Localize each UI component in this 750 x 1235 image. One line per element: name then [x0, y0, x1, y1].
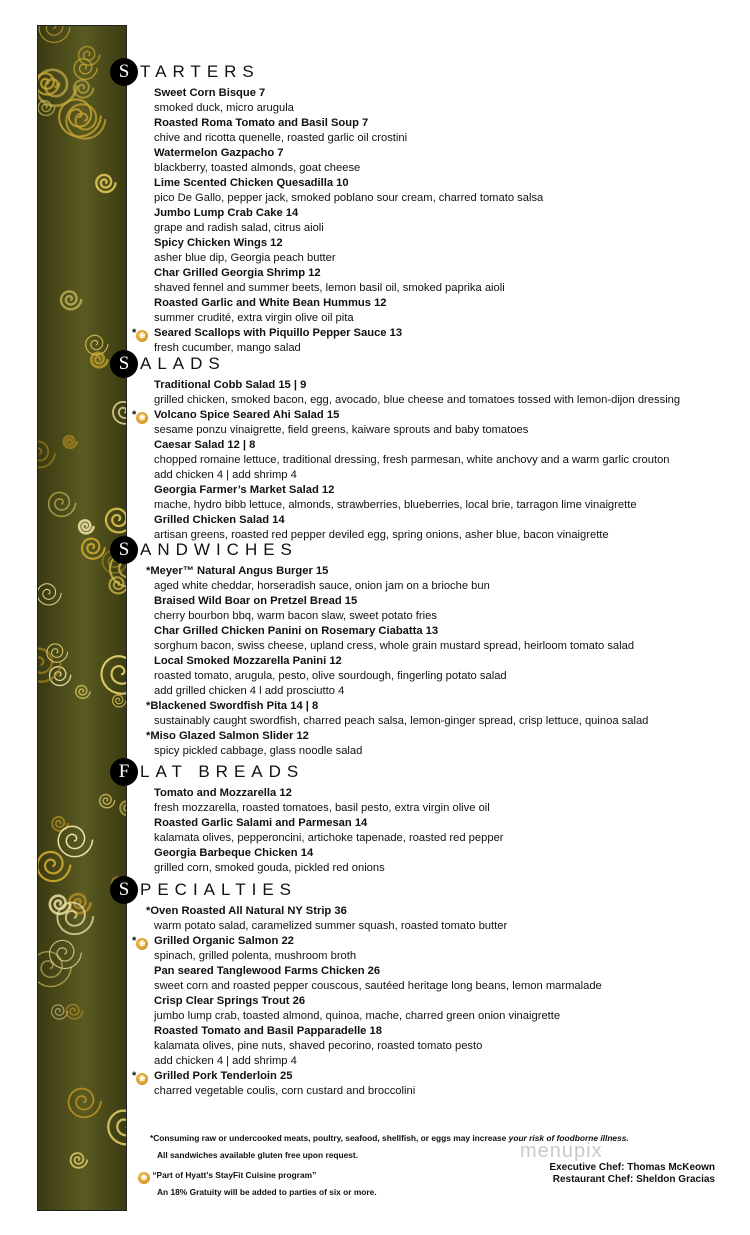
item-description: grape and radish salad, citrus aioli: [154, 222, 324, 234]
menu-item: [154, 116, 730, 146]
stayfit-marker: [132, 934, 148, 950]
menu-item: [146, 564, 730, 594]
menu-item: [154, 654, 730, 699]
item-description: warm potato salad, caramelized summer squash, roasted tomato butter: [154, 920, 508, 932]
menu-item: [154, 786, 730, 816]
section-initial: F: [110, 758, 138, 786]
item-name: Crisp Clear Springs Trout 26: [154, 995, 306, 1007]
item-addons: add grilled chicken 4 l add prosciutto 4: [154, 685, 345, 697]
menu-item: [154, 266, 730, 296]
item-description: asher blue dip, Georgia peach butter: [154, 252, 336, 264]
menu-item: [154, 438, 730, 483]
menu-item: [154, 816, 730, 846]
item-name: *Blackened Swordfish Pita 14 | 8: [146, 700, 319, 712]
menu-item: [154, 964, 730, 994]
stayfit-leaf-icon: ❀: [136, 330, 148, 342]
item-description: blackberry, toasted almonds, goat cheese: [154, 162, 361, 174]
item-description: mache, hydro bibb lettuce, almonds, strawberries, blueberries, local brie, tarragon lime vinaigrette: [154, 499, 637, 511]
section-tarters: [110, 58, 730, 356]
menu-item: [154, 624, 730, 654]
item-description: jumbo lump crab, toasted almond, quinoa, mache, charred green onion vinaigrette: [154, 1010, 561, 1022]
item-name: Lime Scented Chicken Quesadilla 10: [154, 177, 349, 189]
section-initial: S: [110, 58, 138, 86]
item-name: *Miso Glazed Salmon Slider 12: [146, 730, 309, 742]
item-description: cherry bourbon bbq, warm bacon slaw, sweet potato fries: [154, 610, 437, 622]
menu-item: [132, 408, 730, 438]
menu-item: [154, 146, 730, 176]
menu-item: [132, 1069, 730, 1099]
menu-item: [146, 904, 730, 934]
menu-item: [154, 176, 730, 206]
item-name: Georgia Farmer’s Market Salad 12: [154, 484, 335, 496]
menu-item: [132, 934, 730, 964]
stayfit-marker: [132, 408, 148, 424]
item-name: Sweet Corn Bisque 7: [154, 87, 266, 99]
item-name: Grilled Organic Salmon 22: [154, 935, 294, 947]
menu-item: [154, 86, 730, 116]
item-description: chive and ricotta quenelle, roasted garlic oil crostini: [154, 132, 408, 144]
section-lat-breads: [110, 758, 730, 876]
section-title: ANDWICHES: [140, 540, 298, 559]
executive-chef: Executive Chef: Thomas McKeown: [549, 1162, 715, 1173]
item-description: kalamata olives, pine nuts, shaved pecorino, roasted tomato pesto: [154, 1040, 483, 1052]
item-name: Pan seared Tanglewood Farms Chicken 26: [154, 965, 381, 977]
item-name: Watermelon Gazpacho 7: [154, 147, 284, 159]
item-name: Braised Wild Boar on Pretzel Bread 15: [154, 595, 358, 607]
item-description: spicy pickled cabbage, glass noodle salad: [154, 745, 363, 757]
item-name: Seared Scallops with Piquillo Pepper Sauce 13: [154, 327, 403, 339]
menu-item: [146, 729, 730, 759]
item-name: Local Smoked Mozzarella Panini 12: [154, 655, 342, 667]
item-description: chopped romaine lettuce, traditional dressing, fresh parmesan, white anchovy and a warm garlic crouton: [154, 454, 670, 466]
menu-item: [154, 994, 730, 1024]
item-description: shaved fennel and summer beets, lemon basil oil, smoked paprika aioli: [154, 282, 505, 294]
menu-item: [154, 378, 730, 408]
section-initial: S: [110, 876, 138, 904]
item-description: sweet corn and roasted pepper couscous, sautéed heritage long beans, lemon marmalade: [154, 980, 602, 992]
item-name: Roasted Roma Tomato and Basil Soup 7: [154, 117, 369, 129]
restaurant-chef: Restaurant Chef: Sheldon Gracias: [552, 1174, 715, 1185]
item-description: sesame ponzu vinaigrette, field greens, kaiware sprouts and baby tomatoes: [154, 424, 529, 436]
section-title: LAT BREADS: [140, 762, 305, 781]
item-name: Grilled Pork Tenderloin 25: [154, 1070, 293, 1082]
item-description: sorghum bacon, swiss cheese, upland cress, whole grain mustard spread, heirloom tomato salad: [154, 640, 635, 652]
item-description: artisan greens, roasted red pepper deviled egg, spring onions, asher blue, bacon vinaigrette: [154, 529, 609, 541]
item-name: Roasted Tomato and Basil Papparadelle 18: [154, 1025, 382, 1037]
item-name: Grilled Chicken Salad 14: [154, 514, 285, 526]
section-pecialties: [110, 876, 730, 1099]
section-heading: [110, 58, 730, 86]
menu-item: [154, 483, 730, 513]
item-description: grilled chicken, smoked bacon, egg, avocado, blue cheese and tomatoes tossed with lemon-dijon dressing: [154, 394, 681, 406]
item-name: Jumbo Lump Crab Cake 14: [154, 207, 299, 219]
menu-item: [154, 296, 730, 326]
asterisk: *: [132, 327, 137, 339]
asterisk: *: [132, 935, 137, 947]
item-description: fresh cucumber, mango salad: [154, 342, 301, 354]
item-name: Roasted Garlic Salami and Parmesan 14: [154, 817, 368, 829]
watermark: menupix: [520, 1140, 603, 1162]
menu-item: [154, 1024, 730, 1069]
item-description: summer crudité, extra virgin olive oil pita: [154, 312, 354, 324]
section-heading: [110, 758, 730, 786]
item-description: charred vegetable coulis, corn custard and broccolini: [154, 1085, 416, 1097]
asterisk: *: [132, 1070, 137, 1082]
item-name: Traditional Cobb Salad 15 | 9: [154, 379, 307, 391]
menu-item: [146, 699, 730, 729]
section-heading: [110, 536, 730, 564]
chef-credits: [549, 1162, 715, 1186]
stayfit-leaf-icon: ❀: [136, 412, 148, 424]
item-description: roasted tomato, arugula, pesto, olive sourdough, fingerling potato salad: [154, 670, 507, 682]
item-name: Caesar Salad 12 | 8: [154, 439, 256, 451]
menu-item: [154, 206, 730, 236]
item-description: spinach, grilled polenta, mushroom broth: [154, 950, 357, 962]
section-heading: [110, 350, 730, 378]
section-title: PECIALTIES: [140, 880, 297, 899]
section-heading: [110, 876, 730, 904]
item-name: Char Grilled Georgia Shrimp 12: [154, 267, 321, 279]
stayfit-note: ❀ “Part of Hyatt’s StayFit Cuisine program”: [138, 1168, 316, 1184]
section-title: ALADS: [140, 354, 226, 373]
gluten-free-note: All sandwiches available gluten free upon request.: [157, 1150, 359, 1160]
item-addons: add chicken 4 | add shrimp 4: [154, 469, 297, 481]
stayfit-leaf-icon: ❀: [138, 1172, 150, 1184]
stayfit-marker: [132, 326, 148, 342]
food-safety-warning: *Consuming raw or undercooked meats, poultry, seafood, shellfish, or eggs may increase your risk of foodborne illness.: [150, 1133, 629, 1143]
section-initial: S: [110, 536, 138, 564]
item-description: sustainably caught swordfish, charred peach salsa, lemon-ginger spread, crisp lettuce, quinoa salad: [154, 715, 649, 727]
menu-item: [154, 594, 730, 624]
stayfit-leaf-icon: ❀: [136, 938, 148, 950]
gratuity-note: An 18% Gratuity will be added to parties of six or more.: [157, 1187, 377, 1197]
section-initial: S: [110, 350, 138, 378]
item-description: aged white cheddar, horseradish sauce, onion jam on a brioche bun: [154, 580, 490, 592]
stayfit-leaf-icon: ❀: [136, 1073, 148, 1085]
item-description: pico De Gallo, pepper jack, smoked poblano sour cream, charred tomato salsa: [154, 192, 544, 204]
asterisk: *: [132, 409, 137, 421]
item-name: *Oven Roasted All Natural NY Strip 36: [146, 905, 347, 917]
item-name: *Meyer™ Natural Angus Burger 15: [146, 565, 329, 577]
section-andwiches: [110, 536, 730, 759]
item-name: Spicy Chicken Wings 12: [154, 237, 283, 249]
section-alads: [110, 350, 730, 543]
item-name: Tomato and Mozzarella 12: [154, 787, 292, 799]
item-name: Roasted Garlic and White Bean Hummus 12: [154, 297, 387, 309]
stayfit-marker: [132, 1069, 148, 1085]
section-title: TARTERS: [140, 62, 260, 81]
menu-item: [154, 236, 730, 266]
item-description: kalamata olives, pepperoncini, artichoke tapenade, roasted red pepper: [154, 832, 504, 844]
item-description: fresh mozzarella, roasted tomatoes, basil pesto, extra virgin olive oil: [154, 802, 490, 814]
item-name: Georgia Barbeque Chicken 14: [154, 847, 314, 859]
item-name: Char Grilled Chicken Panini on Rosemary Ciabatta 13: [154, 625, 439, 637]
item-description: grilled corn, smoked gouda, pickled red onions: [154, 862, 385, 874]
item-name: Volcano Spice Seared Ahi Salad 15: [154, 409, 340, 421]
item-addons: add chicken 4 | add shrimp 4: [154, 1055, 297, 1067]
menu-item: [154, 846, 730, 876]
item-description: smoked duck, micro arugula: [154, 102, 294, 114]
